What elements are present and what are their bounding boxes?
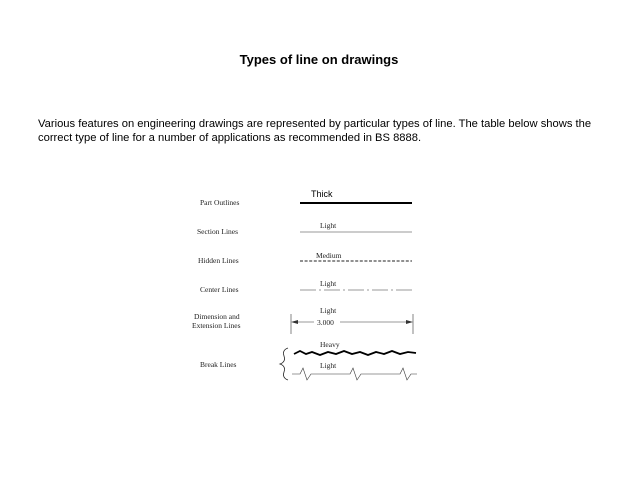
weight-medium-hidden: Medium [316, 251, 342, 260]
weight-light-center: Light [320, 279, 337, 288]
arrowhead-right [406, 320, 413, 324]
weight-light-dimension: Light [320, 306, 337, 315]
label-break-lines: Break Lines [200, 360, 237, 369]
label-part-outlines: Part Outlines [200, 198, 240, 207]
slide-title: Types of line on drawings [239, 52, 399, 67]
arrowhead-left [291, 320, 298, 324]
label-hidden-lines: Hidden Lines [198, 256, 239, 265]
light-break-line [292, 368, 417, 380]
label-section-lines: Section Lines [197, 227, 239, 236]
intro-paragraph: Various features on engineering drawings are represented by particular types of line. The table below shows the correct type of line for a number of applications as recommended in BS 8888. [38, 118, 592, 144]
line-types-diagram [180, 182, 430, 382]
weight-light-break: Light [320, 361, 337, 370]
weight-thick: Thick [311, 189, 333, 199]
label-dimension-line1: Dimension and [194, 312, 240, 321]
label-center-lines: Center Lines [200, 285, 239, 294]
heavy-break-line [294, 351, 416, 355]
dimension-value: 3.000 [317, 318, 334, 327]
weight-light-section: Light [320, 221, 337, 230]
line-types-figure [180, 182, 430, 382]
weight-heavy-break: Heavy [320, 340, 340, 349]
break-brace [280, 348, 288, 380]
label-dimension-line2: Extension Lines [192, 321, 241, 330]
